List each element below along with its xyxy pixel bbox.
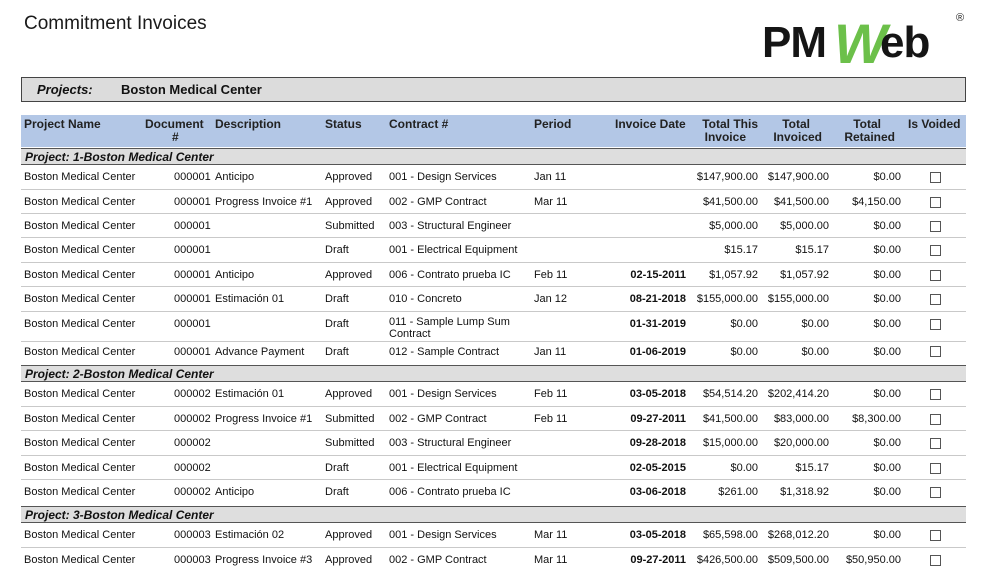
cell-total-this-invoice: $5,000.00 — [709, 220, 758, 232]
cell-invoice-date: 01-31-2019 — [629, 318, 686, 330]
cell-total-retained: $4,150.00 — [852, 196, 901, 208]
header-period: Period — [534, 117, 572, 131]
cell-document: 000002 — [174, 462, 211, 474]
cell-total-this-invoice: $0.00 — [730, 462, 758, 474]
table-row — [21, 238, 966, 263]
project-filter-box — [21, 77, 966, 102]
cell-document: 000002 — [174, 388, 211, 400]
cell-status: Approved — [325, 196, 373, 208]
cell-total-retained: $0.00 — [873, 171, 901, 183]
header-status: Status — [325, 117, 362, 131]
group-label: Project: 3-Boston Medical Center — [25, 508, 214, 522]
header-document: Document — [145, 117, 204, 131]
header-invoice-date: Invoice Date — [615, 117, 686, 131]
header-total-retained-1: Total — [853, 117, 881, 131]
cell-total-this-invoice: $1,057.92 — [709, 269, 758, 281]
cell-status: Approved — [325, 529, 373, 541]
cell-document: 000001 — [174, 318, 211, 330]
cell-period: Jan 11 — [534, 171, 567, 183]
cell-invoice-date: 09-27-2011 — [630, 413, 686, 425]
cell-invoice-date: 02-15-2011 — [630, 269, 686, 281]
pmweb-logo — [762, 10, 967, 75]
cell-total-invoiced: $268,012.20 — [767, 529, 829, 541]
cell-period: Jan 12 — [534, 293, 568, 305]
is-voided-checkbox[interactable] — [930, 245, 941, 256]
cell-total-retained: $8,300.00 — [852, 413, 901, 425]
header-contract: Contract # — [389, 117, 449, 131]
cell-contract: 002 - GMP Contract — [389, 413, 487, 425]
cell-total-this-invoice: $426,500.00 — [696, 554, 758, 566]
cell-period: Mar 11 — [534, 196, 568, 208]
cell-total-invoiced: $41,500.00 — [773, 196, 829, 208]
cell-contract: 010 - Concreto — [389, 293, 462, 305]
header-description: Description — [215, 117, 282, 131]
table-row — [21, 407, 966, 431]
cell-document: 000001 — [174, 269, 211, 281]
is-voided-checkbox[interactable] — [930, 294, 941, 305]
header-project-name: Project Name — [24, 117, 101, 131]
cell-total-invoiced: $83,000.00 — [773, 413, 829, 425]
cell-period: Mar 11 — [534, 529, 568, 541]
cell-contract: 001 - Design Services — [389, 171, 497, 183]
cell-total-invoiced: $20,000.00 — [773, 437, 829, 449]
cell-contract: 002 - GMP Contract — [389, 196, 487, 208]
cell-description: Estimación 01 — [215, 293, 285, 305]
cell-total-retained: $0.00 — [873, 486, 901, 498]
cell-document: 000003 — [174, 554, 211, 566]
cell-contract: 001 - Electrical Equipment — [389, 244, 518, 256]
cell-status: Draft — [325, 293, 349, 305]
cell-document: 000001 — [174, 196, 211, 208]
cell-status: Draft — [325, 462, 349, 474]
cell-contract: 012 - Sample Contract — [389, 346, 500, 358]
cell-status: Submitted — [325, 220, 375, 232]
cell-contract: 002 - GMP Contract — [389, 554, 487, 566]
header-total-invoiced-2: Invoiced — [773, 130, 822, 144]
cell-total-retained: $0.00 — [873, 346, 901, 358]
group-header-project-1 — [21, 148, 966, 165]
group-label: Project: 1-Boston Medical Center — [25, 150, 214, 164]
cell-period: Jan 11 — [534, 346, 567, 358]
cell-status: Draft — [325, 486, 349, 498]
table-row — [21, 214, 966, 238]
cell-total-this-invoice: $54,514.20 — [702, 388, 758, 400]
cell-total-invoiced: $15.17 — [795, 462, 829, 474]
table-row — [21, 190, 966, 214]
table-header — [21, 115, 966, 147]
cell-total-this-invoice: $15.17 — [724, 244, 758, 256]
cell-description: Anticipo — [215, 171, 255, 183]
cell-project: Boston Medical Center — [24, 196, 136, 208]
cell-contract: 003 - Structural Engineer — [389, 437, 512, 449]
cell-contract: 006 - Contrato prueba IC — [389, 486, 511, 498]
header-total-invoiced-1: Total — [782, 117, 810, 131]
group-header-project-2 — [21, 365, 966, 382]
cell-project: Boston Medical Center — [24, 554, 136, 566]
cell-total-invoiced: $202,414.20 — [767, 388, 829, 400]
table-row — [21, 480, 966, 506]
cell-invoice-date: 03-05-2018 — [629, 388, 686, 400]
cell-status: Approved — [325, 269, 373, 281]
logo-pm: PM — [762, 18, 826, 67]
cell-document: 000002 — [174, 437, 211, 449]
cell-project: Boston Medical Center — [24, 346, 136, 358]
cell-invoice-date: 02-05-2015 — [629, 462, 686, 474]
cell-period: Feb 11 — [534, 413, 568, 425]
cell-invoice-date: 03-05-2018 — [629, 529, 686, 541]
cell-period: Feb 11 — [534, 269, 568, 281]
cell-total-invoiced: $155,000.00 — [767, 293, 829, 305]
cell-period: Feb 11 — [534, 388, 568, 400]
cell-description: Progress Invoice #1 — [215, 413, 313, 425]
cell-total-invoiced: $15.17 — [795, 244, 829, 256]
cell-total-invoiced: $5,000.00 — [780, 220, 829, 232]
table-row — [21, 263, 966, 287]
is-voided-checkbox[interactable] — [930, 319, 941, 330]
cell-status: Draft — [325, 244, 349, 256]
cell-document: 000001 — [174, 346, 211, 358]
is-voided-checkbox[interactable] — [930, 487, 941, 498]
cell-project: Boston Medical Center — [24, 437, 136, 449]
is-voided-checkbox[interactable] — [930, 221, 941, 232]
is-voided-checkbox[interactable] — [930, 389, 941, 400]
logo-eb: eb — [880, 18, 930, 67]
cell-description: Advance Payment — [215, 346, 305, 358]
cell-total-retained: $0.00 — [873, 244, 901, 256]
cell-project: Boston Medical Center — [24, 318, 136, 330]
cell-status: Approved — [325, 388, 373, 400]
is-voided-checkbox[interactable] — [930, 463, 941, 474]
cell-status: Approved — [325, 554, 373, 566]
cell-total-invoiced: $0.00 — [801, 318, 829, 330]
cell-contract: 001 - Design Services — [389, 388, 497, 400]
cell-total-this-invoice: $261.00 — [718, 486, 758, 498]
cell-project: Boston Medical Center — [24, 269, 136, 281]
cell-status: Submitted — [325, 413, 375, 425]
table-row — [21, 456, 966, 480]
cell-total-invoiced: $509,500.00 — [767, 554, 829, 566]
cell-invoice-date: 03-06-2018 — [629, 486, 686, 498]
cell-contract: 006 - Contrato prueba IC — [389, 269, 511, 281]
header-is-voided: Is Voided — [908, 117, 961, 131]
table-row — [21, 548, 966, 570]
cell-total-this-invoice: $41,500.00 — [702, 413, 758, 425]
cell-total-retained: $0.00 — [873, 318, 901, 330]
cell-document: 000001 — [174, 293, 211, 305]
cell-status: Submitted — [325, 437, 375, 449]
is-voided-checkbox[interactable] — [930, 414, 941, 425]
is-voided-checkbox[interactable] — [930, 555, 941, 566]
cell-project: Boston Medical Center — [24, 244, 136, 256]
logo-registered: ® — [956, 12, 965, 24]
cell-description: Progress Invoice #1 — [215, 196, 313, 208]
table-row — [21, 165, 966, 190]
cell-total-invoiced: $1,057.92 — [780, 269, 829, 281]
cell-project: Boston Medical Center — [24, 486, 136, 498]
cell-total-this-invoice: $147,900.00 — [696, 171, 758, 183]
cell-project: Boston Medical Center — [24, 413, 136, 425]
header-total-this-invoice-1: Total This — [702, 117, 758, 131]
logo-w: W — [834, 12, 887, 75]
cell-description: Estimación 01 — [215, 388, 285, 400]
group-label: Project: 2-Boston Medical Center — [25, 367, 214, 381]
cell-project: Boston Medical Center — [24, 388, 136, 400]
cell-invoice-date: 09-28-2018 — [629, 437, 686, 449]
cell-invoice-date: 01-06-2019 — [629, 346, 686, 358]
is-voided-checkbox[interactable] — [930, 346, 941, 357]
cell-project: Boston Medical Center — [24, 171, 136, 183]
cell-document: 000002 — [174, 413, 211, 425]
cell-document: 000002 — [174, 486, 211, 498]
cell-description: Anticipo — [215, 486, 255, 498]
table-row — [21, 523, 966, 548]
cell-description: Anticipo — [215, 269, 255, 281]
cell-contract: 001 - Design Services — [389, 529, 497, 541]
header-total-retained-2: Retained — [844, 130, 895, 144]
header-document-hash: # — [172, 130, 179, 144]
cell-total-this-invoice: $15,000.00 — [702, 437, 758, 449]
cell-total-retained: $50,950.00 — [845, 554, 901, 566]
cell-document: 000001 — [174, 244, 211, 256]
cell-document: 000003 — [174, 529, 211, 541]
cell-total-invoiced: $147,900.00 — [767, 171, 829, 183]
cell-contract: 003 - Structural Engineer — [389, 220, 512, 232]
table-row — [21, 287, 966, 312]
report-title: Commitment Invoices — [24, 13, 207, 34]
is-voided-checkbox[interactable] — [930, 197, 941, 208]
table-row — [21, 312, 966, 342]
header-total-this-invoice-2: Invoice — [704, 130, 746, 144]
cell-total-retained: $0.00 — [873, 388, 901, 400]
cell-status: Approved — [325, 171, 373, 183]
cell-status: Draft — [325, 318, 349, 330]
cell-description: Estimación 02 — [215, 529, 285, 541]
is-voided-checkbox[interactable] — [930, 530, 941, 541]
cell-document: 000001 — [174, 171, 211, 183]
cell-document: 000001 — [174, 220, 211, 232]
cell-contract: 011 - Sample Lump Sum Contract — [389, 316, 510, 340]
cell-total-retained: $0.00 — [873, 529, 901, 541]
table-row — [21, 431, 966, 456]
cell-project: Boston Medical Center — [24, 220, 136, 232]
cell-total-retained: $0.00 — [873, 437, 901, 449]
group-header-project-3 — [21, 506, 966, 523]
project-filter-value: Boston Medical Center — [121, 82, 262, 97]
cell-total-this-invoice: $41,500.00 — [702, 196, 758, 208]
cell-total-retained: $0.00 — [873, 293, 901, 305]
is-voided-checkbox[interactable] — [930, 438, 941, 449]
is-voided-checkbox[interactable] — [930, 270, 941, 281]
cell-total-retained: $0.00 — [873, 269, 901, 281]
cell-total-this-invoice: $0.00 — [730, 346, 758, 358]
table-row — [21, 342, 966, 365]
cell-invoice-date: 09-27-2011 — [630, 554, 686, 566]
cell-description: Progress Invoice #3 — [215, 554, 313, 566]
cell-period: Mar 11 — [534, 554, 568, 566]
project-filter-label: Projects: — [37, 82, 93, 97]
is-voided-checkbox[interactable] — [930, 172, 941, 183]
cell-total-this-invoice: $0.00 — [730, 318, 758, 330]
cell-total-retained: $0.00 — [873, 220, 901, 232]
cell-contract: 001 - Electrical Equipment — [389, 462, 518, 474]
cell-invoice-date: 08-21-2018 — [629, 293, 686, 305]
table-row — [21, 382, 966, 407]
cell-project: Boston Medical Center — [24, 529, 136, 541]
cell-project: Boston Medical Center — [24, 293, 136, 305]
cell-total-this-invoice: $155,000.00 — [696, 293, 758, 305]
cell-total-invoiced: $1,318.92 — [780, 486, 829, 498]
cell-total-this-invoice: $65,598.00 — [702, 529, 758, 541]
cell-status: Draft — [325, 346, 349, 358]
cell-project: Boston Medical Center — [24, 462, 136, 474]
cell-total-invoiced: $0.00 — [801, 346, 829, 358]
cell-total-retained: $0.00 — [873, 462, 901, 474]
